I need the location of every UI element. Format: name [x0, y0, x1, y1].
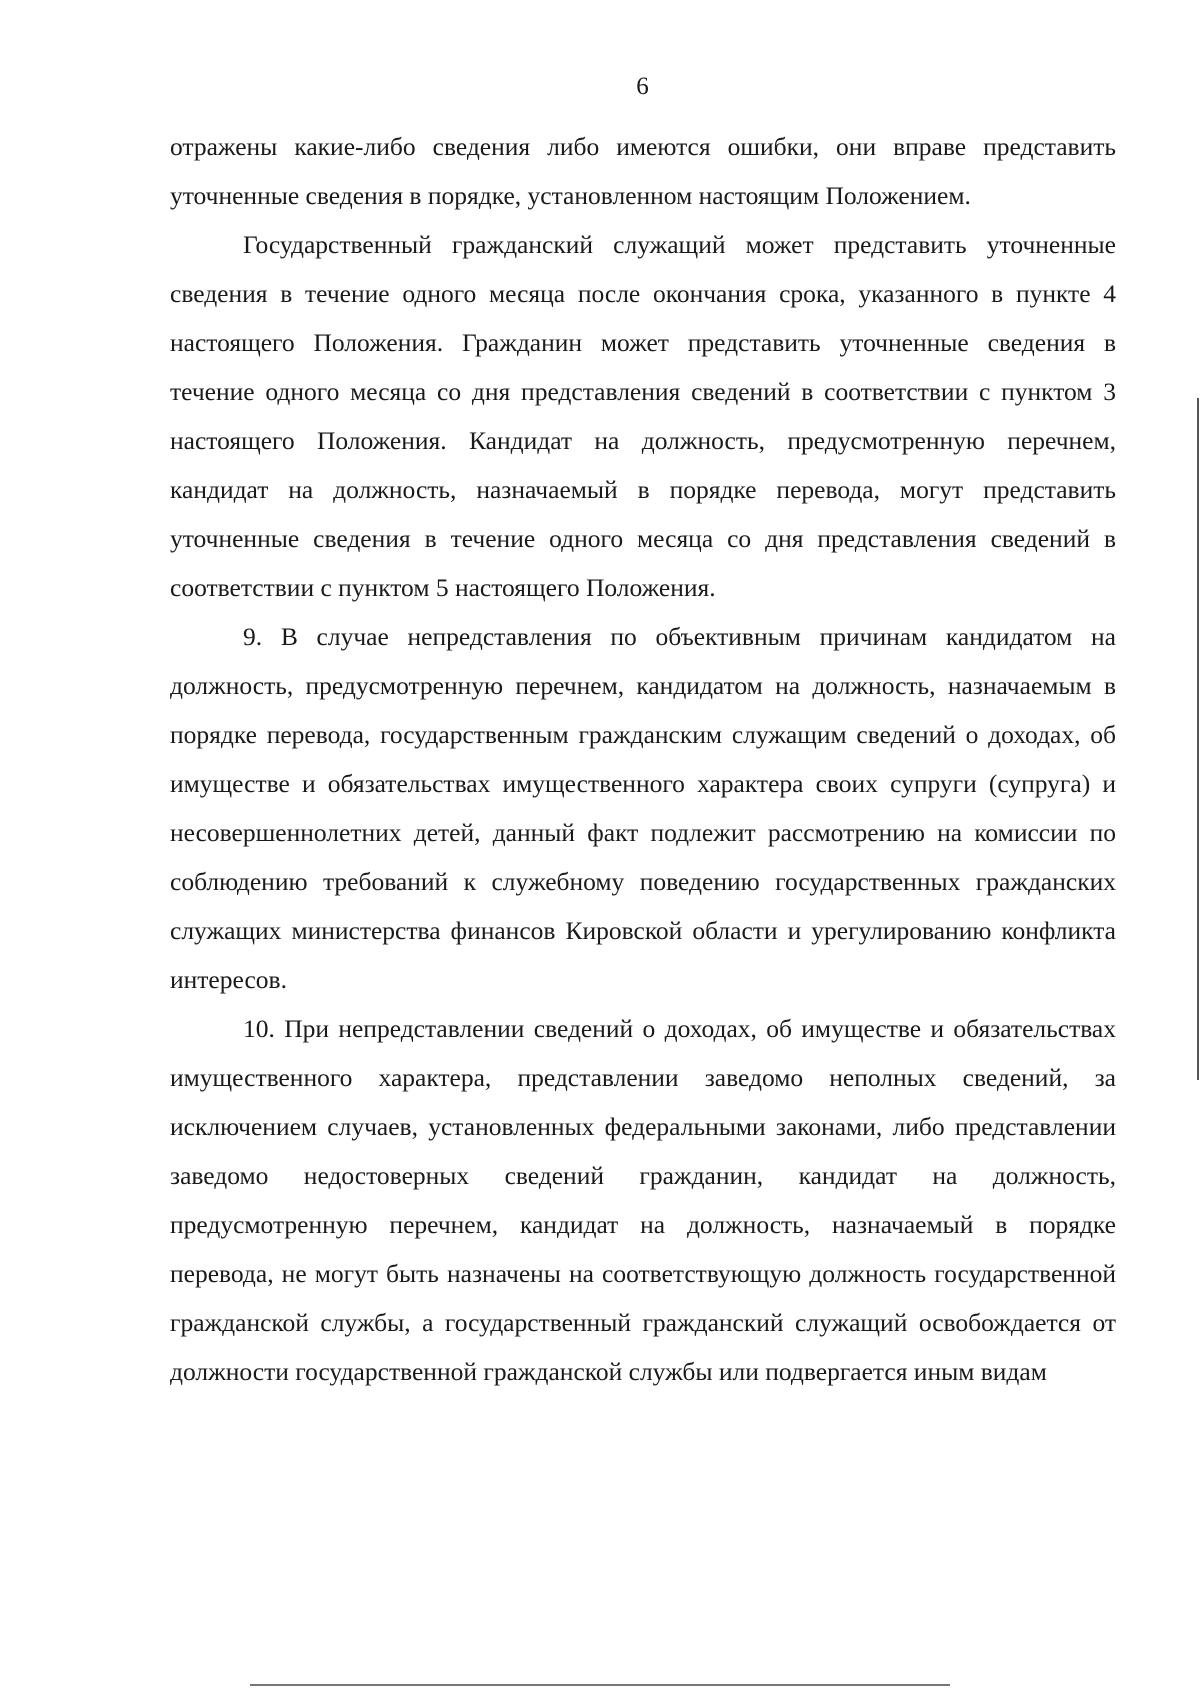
page-number: 6: [636, 73, 649, 100]
paragraph-item-10: 10. При непредставлении сведений о доходах, об имуществе и обязательствах имущественного характера, представлении заведомо неполных сведений, за исключением случаев, установленных федеральными законами, либо представлении заведомо недостоверных сведений гражданин, кандидат на должность, предусмотренную перечнем, кандидат на должность, назначаемый в порядке перевода, не могут быть назначены на соответствующую должность государственной гражданской службы, а государственный гражданский служащий освобождается от должности государственной гражданской службы или подвергается иным видам: [170, 1014, 1116, 1386]
paragraph-clarified-info-deadlines: Государственный гражданский служащий может представить уточненные сведения в течение одного месяца после окончания срока, указанного в пункте 4 настоящего Положения. Гражданин может представить уточненные сведения в течение одного месяца со дня представления сведений в соответствии с пунктом 3 настоящего Положения. Кандидат на должность, предусмотренную перечнем, кандидат на должность, назначаемый в порядке перевода, могут представить уточненные сведения в течение одного месяца со дня представления сведений в соответствии с пунктом 5 настоящего Положения.: [170, 230, 1116, 602]
scan-edge-line: [1197, 398, 1199, 1080]
scan-bottom-line: [250, 1684, 950, 1686]
paragraph-item-9: 9. В случае непредставления по объективным причинам кандидатом на должность, предусмотренную перечнем, кандидатом на должность, назначаемым в порядке перевода, государственным гражданским служащим сведений о доходах, об имуществе и обязательствах имущественного характера своих супруги (супруга) и несовершеннолетних детей, данный факт подлежит рассмотрению на комиссии по соблюдению требований к служебному поведению государственных гражданских служащих министерства финансов Кировской области и урегулированию конфликта интересов.: [170, 622, 1116, 994]
paragraph-continuation: отражены какие-либо сведения либо имеются ошибки, они вправе представить уточненные сведения в порядке, установленном настоящим Положением.: [170, 132, 1116, 210]
document-body: [170, 122, 1116, 1396]
